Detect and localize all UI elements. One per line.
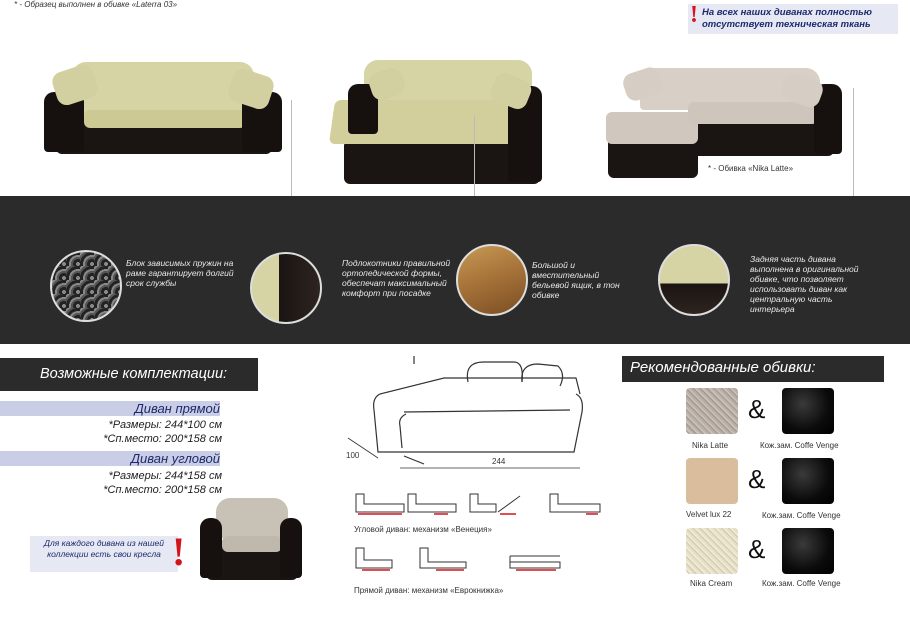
dimension-width: 244 (492, 457, 506, 466)
sample-upholstery-note: * - Образец выполнен в обивке «Laterra 03» (14, 0, 178, 9)
spec-corner-sleep: *Сп.место: 200*158 см (103, 484, 222, 496)
configurations-title: Возможные комплектации: (0, 358, 258, 391)
variant-name-corner: Диван угловой (130, 451, 220, 466)
swatch-label-leather-1: Кож.зам. Coffe Venge (760, 441, 839, 450)
mechanism-straight-step-3 (506, 546, 564, 572)
mechanism-corner-step-3 (466, 490, 524, 516)
corner-mechanism-label: Угловой диван: механизм «Венеция» (354, 525, 492, 534)
swatch-label-nika-latte: Nika Latte (692, 441, 729, 450)
swatch-coffe-venge-2 (782, 458, 834, 504)
mechanism-corner-step-2 (404, 490, 462, 516)
spec-straight-size: *Размеры: 244*100 см (108, 419, 222, 431)
ampersand-symbol: & (748, 394, 766, 424)
feature-text-back: Задняя часть дивана выполнена в оригинальной обивке, что позволяет использовать диван как центральную часть интерьера (750, 254, 859, 314)
warning-text: На всех наших диванах полностью отсутствует техническая ткань (702, 7, 873, 30)
armchair-image (200, 496, 300, 584)
feature-text-springs: Блок зависимых пружин на раме гарантирует долгий срок службы (126, 258, 234, 288)
mechanism-straight-step-1 (352, 546, 410, 572)
feature-text-armrests: Подлокотники правильной ортопедической формы, обеспечат максимальный комфорт при посадке (342, 258, 451, 298)
warning-box (688, 4, 898, 34)
spring-block-photo (50, 250, 122, 322)
ampersand-symbol: & (748, 534, 766, 564)
connector-line (853, 88, 854, 196)
chair-note: Для каждого дивана из нашей коллекции есть свои кресла (30, 536, 178, 572)
spec-corner-size: *Размеры: 244*158 см (108, 470, 222, 482)
sofa-straight-image (44, 58, 282, 158)
mechanism-corner-step-1 (352, 490, 410, 516)
swatch-coffe-venge-3 (782, 528, 834, 574)
swatch-nika-latte (686, 388, 738, 434)
swatch-nika-cream (686, 528, 738, 574)
back-side-photo (658, 244, 730, 316)
ampersand-symbol: & (748, 464, 766, 494)
swatch-velvet-lux-22 (686, 458, 738, 504)
warning-exclamation-icon: ! (690, 2, 698, 28)
storage-box-photo (456, 244, 528, 316)
chair-exclamation-icon: ! (172, 529, 186, 574)
straight-mechanism-label: Прямой диван: механизм «Еврокнижка» (354, 586, 504, 595)
upholstery-title: Рекомендованные обивки: (622, 356, 884, 382)
swatch-label-nika-cream: Nika Cream (690, 579, 733, 588)
spec-straight-sleep: *Сп.место: 200*158 см (103, 433, 222, 445)
swatch-coffe-venge-1 (782, 388, 834, 434)
sofa-unfolded-image (328, 58, 544, 190)
armrest-photo (250, 252, 322, 324)
swatch-label-leather-3: Кож.зам. Coffe Venge (762, 579, 841, 588)
sofa-outline-diagram (344, 352, 594, 480)
variant-name-straight: Диван прямой (134, 401, 220, 416)
dimension-depth: 100 (346, 451, 360, 460)
swatch-label-velvet-lux-22: Velvet lux 22 (686, 510, 732, 519)
swatch-label-leather-2: Кож.зам. Coffe Venge (762, 511, 841, 520)
feature-text-storage: Большой и вместительный бельевой ящик, в тон обивке (532, 260, 620, 300)
mechanism-straight-step-2 (416, 546, 474, 572)
mechanism-corner-step-4 (546, 490, 604, 516)
nika-upholstery-note: * - Обивка «Nika Latte» (708, 164, 794, 173)
